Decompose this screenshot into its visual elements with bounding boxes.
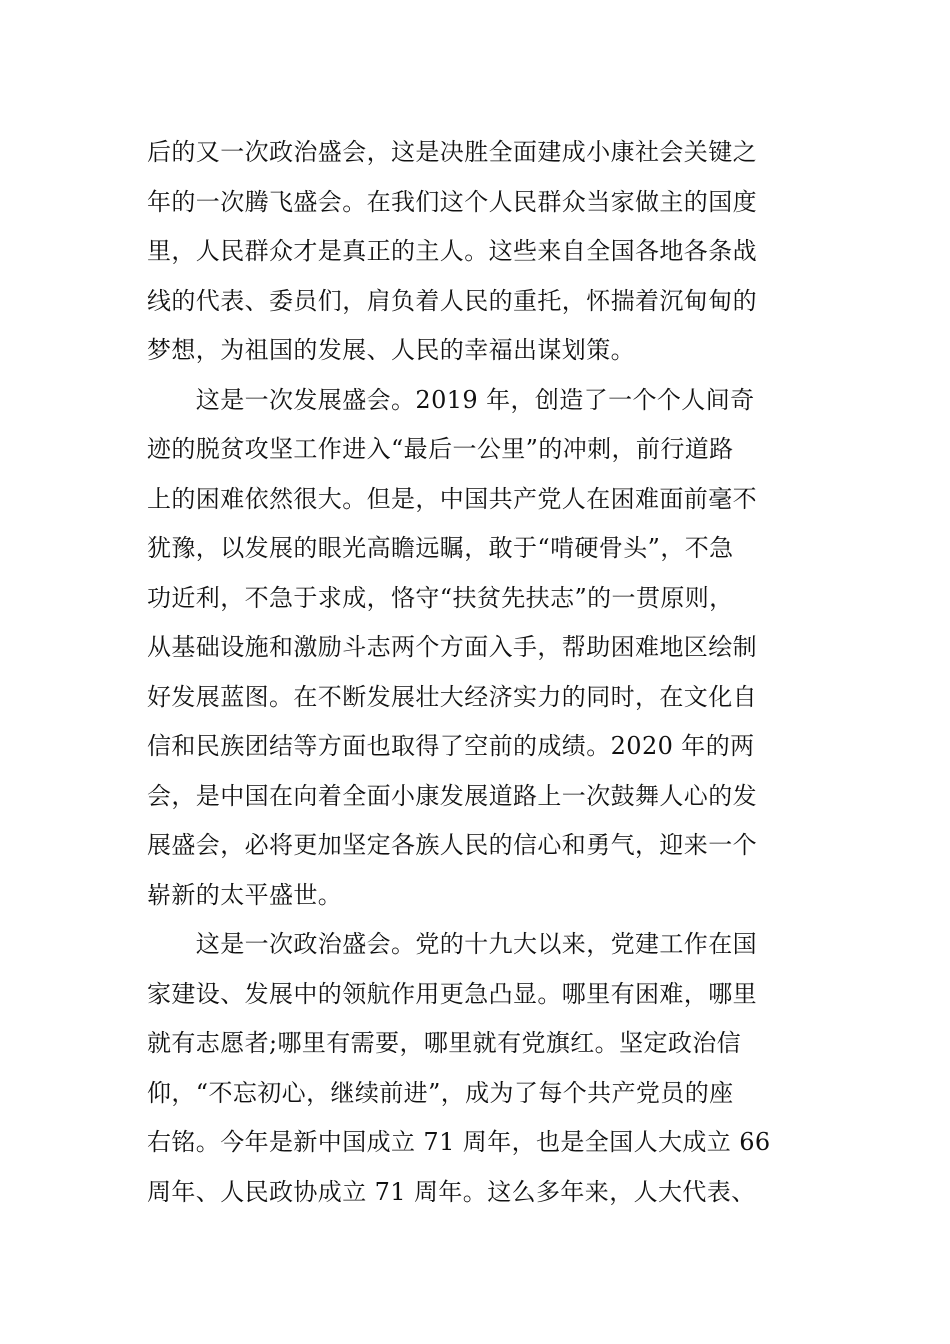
text-line: 好发展蓝图。在不断发展壮大经济实力的同时，在文化自 <box>147 682 757 711</box>
text-line: 信和民族团结等方面也取得了空前的成绩。2020 年的两 <box>147 732 755 760</box>
text-line: 会，是中国在向着全面小康发展道路上一次鼓舞人心的发 <box>147 781 757 810</box>
text-line: 这是一次政治盛会。党的十九大以来，党建工作在国 <box>147 930 757 958</box>
text-line: 犹豫，以发展的眼光高瞻远瞩，敢于“啃硬骨头”，不急 <box>147 534 734 562</box>
text-line: 梦想，为祖国的发展、人民的幸福出谋划策。 <box>147 336 635 364</box>
text-line: 家建设、发展中的领航作用更急凸显。哪里有困难，哪里 <box>147 979 757 1008</box>
text-line: 崭新的太平盛世。 <box>147 880 343 909</box>
document-body <box>147 128 787 1217</box>
text-line: 从基础设施和激励斗志两个方面入手，帮助困难地区绘制 <box>147 633 757 661</box>
text-line: 线的代表、委员们，肩负着人民的重托，怀揣着沉甸甸的 <box>147 286 757 315</box>
text-line: 仰，“不忘初心，继续前进”，成为了每个共产党员的座 <box>147 1078 734 1107</box>
text-line: 展盛会，必将更加坚定各族人民的信心和勇气，迎来一个 <box>147 831 757 859</box>
text-line: 功近利，不急于求成，恪守“扶贫先扶志”的一贯原则， <box>147 583 734 612</box>
text-line: 就有志愿者;哪里有需要，哪里就有党旗红。坚定政治信 <box>147 1029 742 1057</box>
text-line: 周年、人民政协成立 71 周年。这么多年来，人大代表、 <box>147 1177 756 1206</box>
text-line: 右铭。今年是新中国成立 71 周年，也是全国人大成立 66 <box>147 1128 771 1156</box>
text-line: 上的困难依然很大。但是，中国共产党人在困难面前毫不 <box>147 484 757 513</box>
text-line: 后的又一次政治盛会，这是决胜全面建成小康社会关键之 <box>147 138 757 166</box>
text-line: 里，人民群众才是真正的主人。这些来自全国各地各条战 <box>147 237 757 265</box>
text-line: 这是一次发展盛会。2019 年，创造了一个个人间奇 <box>147 385 755 414</box>
text-line: 迹的脱贫攻坚工作进入“最后一公里”的冲刺，前行道路 <box>147 435 734 463</box>
text-line: 年的一次腾飞盛会。在我们这个人民群众当家做主的国度 <box>147 187 757 216</box>
